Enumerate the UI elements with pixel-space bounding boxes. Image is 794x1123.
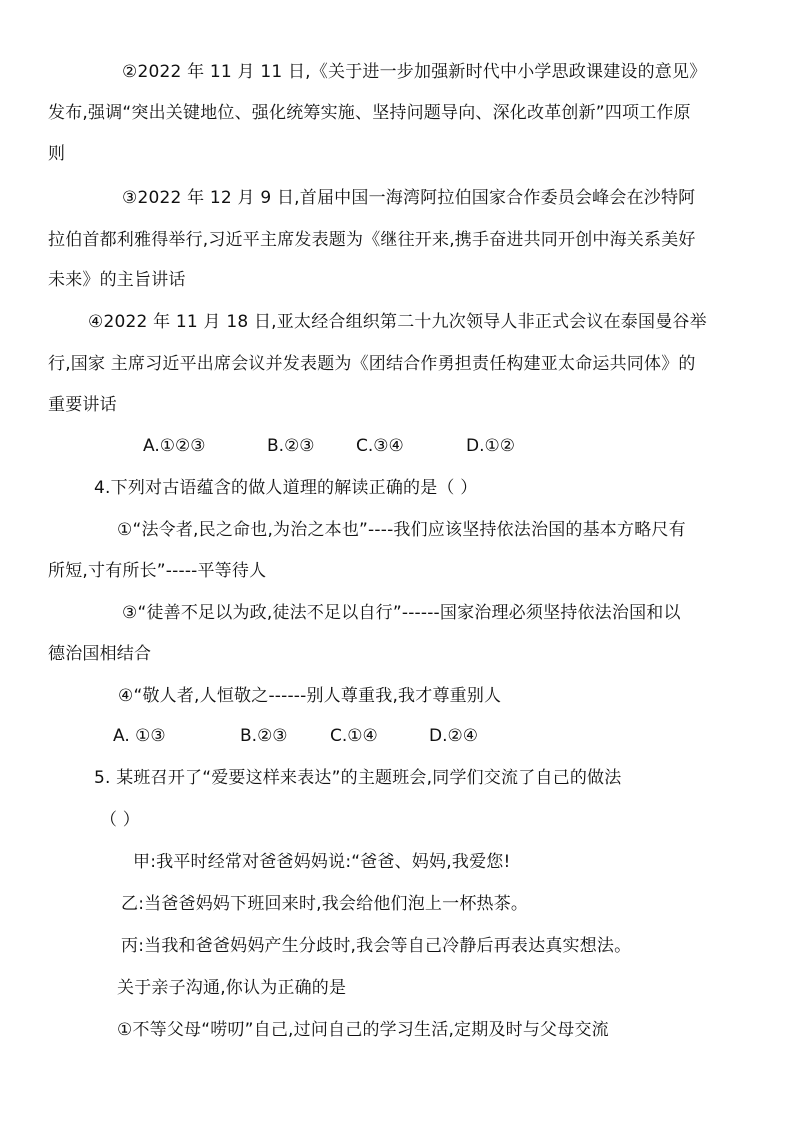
q5-statement1: ①不等父母“唠叨”自己,过问自己的学习生活,定期及时与父母交流	[117, 1020, 609, 1040]
item4-line1: ④2022 年 11 月 18 日,亚太经合组织第二十九次领导人非正式会议在泰国曼谷举	[88, 312, 707, 332]
q4-option-b: B.②③	[240, 726, 288, 746]
item2-line1: ②2022 年 11 月 11 日,《关于进一步加强新时代中小学思政课建设的意见》	[122, 62, 707, 82]
q4-statement3-line1: ③“徒善不足以为政,徒法不足以自行”------国家治理必须坚持依法治国和以	[122, 603, 681, 623]
item3-line1: ③2022 年 12 月 9 日,首届中国一海湾阿拉伯国家合作委员会峰会在沙特阿	[122, 188, 696, 208]
item3-line2: 拉伯首都利雅得举行,习近平主席发表题为《继往开来,携手奋进共同开创中海关系美好	[48, 230, 696, 250]
item2-line2: 发布,强调“突出关键地位、强化统筹实施、坚持问题导向、深化改革创新”四项工作原	[48, 103, 691, 123]
q4-option-d: D.②④	[429, 726, 478, 746]
q5-student-bing: 丙:当我和爸爸妈妈产生分歧时,我会等自己冷静后再表达真实想法。	[121, 936, 632, 956]
q5-student-jia: 甲:我平时经常对爸爸妈妈说:“爸爸、妈妈,我爱您!	[133, 852, 511, 872]
q5-answer-parentheses: （ ）	[100, 810, 141, 830]
item4-line2: 行,国家 主席习近平出席会议并发表题为《团结合作勇担责任构建亚太命运共同体》的	[48, 354, 696, 374]
q4-option-c: C.①④	[330, 726, 378, 746]
q3-option-a: A.①②③	[143, 436, 206, 456]
q4-statement1-line2: 所短,寸有所长”-----平等待人	[48, 561, 267, 581]
item2-line3: 则	[48, 144, 66, 164]
q3-option-c: C.③④	[356, 436, 404, 456]
q4-statement1-line1: ①“法令者,民之命也,为治之本也”----我们应该坚持依法治国的基本方略尺有	[117, 520, 686, 540]
item3-line3: 未来》的主旨讲话	[48, 270, 186, 290]
q4-stem: 4.下列对古语蕴含的做人道理的解读正确的是（ ）	[94, 478, 478, 498]
q4-statement4: ④“敬人者,人恒敬之------别人尊重我,我才尊重别人	[118, 686, 502, 706]
q4-statement3-line2: 德治国相结合	[48, 644, 152, 664]
q3-option-d: D.①②	[466, 436, 515, 456]
q4-option-a: A. ①③	[113, 726, 166, 746]
q3-option-b: B.②③	[267, 436, 315, 456]
item4-line3: 重要讲话	[48, 395, 117, 415]
q5-question: 关于亲子沟通,你认为正确的是	[117, 978, 347, 998]
q5-student-yi: 乙:当爸爸妈妈下班回来时,我会给他们泡上一杯热茶。	[121, 894, 529, 914]
q5-stem: 5. 某班召开了“爱要这样来表达”的主题班会,同学们交流了自己的做法	[94, 768, 622, 788]
